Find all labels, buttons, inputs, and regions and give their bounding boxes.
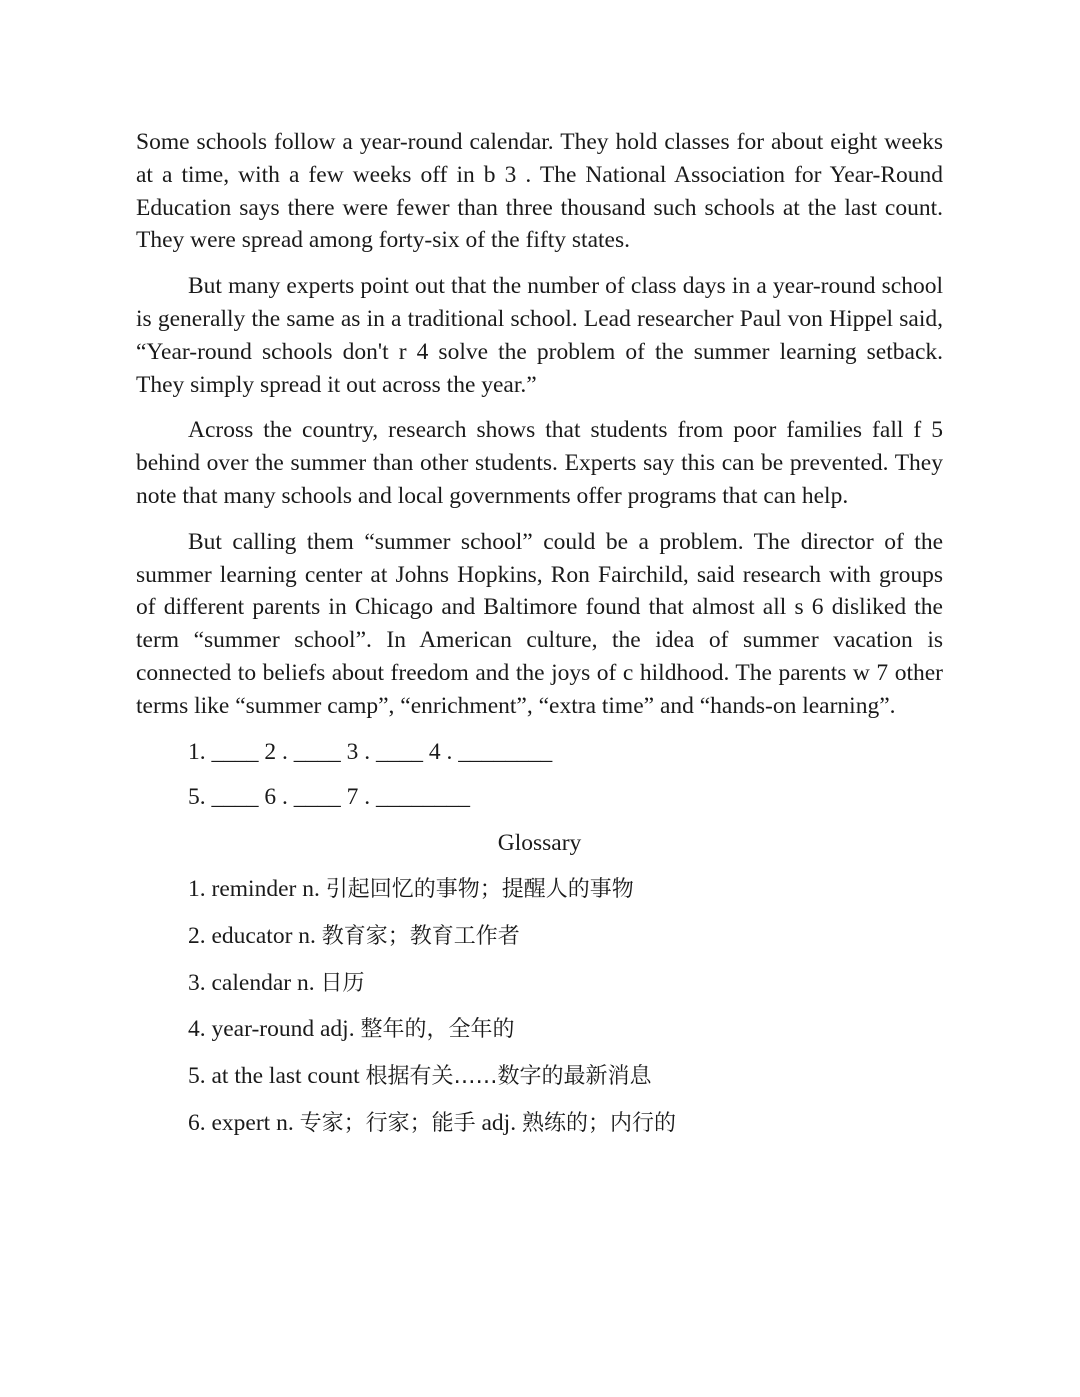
glossary-definition: 专家；行家；能手 (299, 1110, 476, 1136)
glossary-definition: 引起回忆的事物；提醒人的事物 (325, 876, 634, 902)
glossary-item (188, 920, 943, 954)
glossary-definition: 熟练的；内行的 (521, 1110, 676, 1136)
paragraph-3: Across the country, research shows that students from poor families fall f 5 behind over the summer than other students. Experts say this can be prevented. They note that many schools and local governments offer programs that can help. (136, 417, 943, 509)
glossary-item (188, 1060, 943, 1094)
glossary-item (188, 873, 943, 907)
glossary-term: 2. educator n. (188, 922, 322, 949)
glossary-term: 4. year-round adj. (188, 1016, 361, 1043)
answer-blanks-line-2: 5. ____ 6 . ____ 7 . ________ (188, 784, 470, 811)
glossary-title: Glossary (497, 830, 582, 857)
glossary-term: 6. expert n. (188, 1109, 300, 1136)
glossary-definition: 整年的，全年的 (360, 1017, 515, 1043)
paragraph-4: But calling them “summer school” could be a problem. The director of the summer learning center at Johns Hopkins, Ron Fairchild, said research with groups of different parents in Chicago and Baltimore found that almost all s 6 disliked the term “summer school”. In American culture, the idea of summer vacation is connected to beliefs about freedom and the joys of c hildhood. The parents w 7 other terms like “summer camp”, “enrichment”, “extra time” and “hands-on learning”. (136, 528, 943, 719)
glossary-term: 1. reminder n. (188, 875, 326, 902)
glossary-item (188, 1013, 943, 1047)
glossary-term: 5. at the last count (188, 1063, 366, 1090)
glossary-item (188, 967, 943, 1001)
answer-blanks-line-1: 1. ____ 2 . ____ 3 . ____ 4 . ________ (188, 738, 553, 765)
glossary-definition: 教育家；教育工作者 (321, 923, 520, 949)
paragraph-2: But many experts point out that the number of class days in a year-round school is generally the same as in a traditional school. Lead researcher Paul von Hippel said, “Year-round schools don't r 4 solve the problem of the summer learning setback. They simply spread it out across the year.” (136, 273, 943, 398)
glossary-item (188, 1107, 943, 1141)
paragraph-1: Some schools follow a year-round calendar. They hold classes for about eight weeks at a time, with a few weeks off in b 3 . The National Association for Year-Round Education says there were fewer than three thousand such schools at the last count. They were spread among forty-six of the fifty states. (136, 129, 943, 254)
glossary-definition: 根据有关……数字的最新消息 (365, 1064, 652, 1090)
glossary-definition: 日历 (320, 970, 365, 996)
glossary-term: adj. (475, 1109, 522, 1136)
glossary-term: 3. calendar n. (188, 969, 321, 996)
document-page (136, 126, 943, 1154)
